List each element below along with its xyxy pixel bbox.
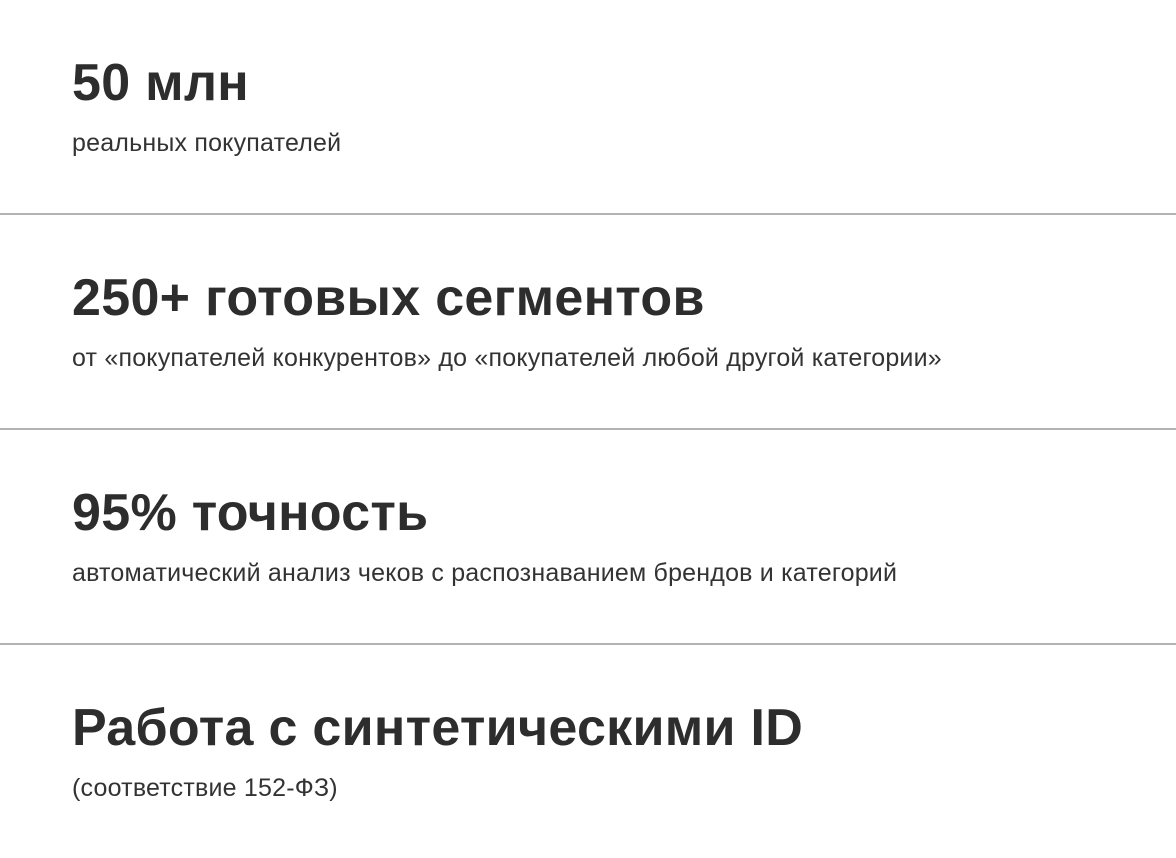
stat-subtitle: автоматический анализ чеков с распознаванием брендов и категорий — [72, 558, 898, 587]
stat-heading: Работа с синтетическими ID — [72, 698, 804, 757]
stat-subtitle: реальных покупателей — [72, 128, 342, 157]
stat-heading: 95% точность — [72, 483, 429, 542]
stat-row-accuracy — [0, 430, 1176, 643]
stat-subtitle: (соответствие 152-ФЗ) — [72, 773, 338, 802]
stat-row-synthetic-id — [0, 645, 1176, 858]
stat-heading: 50 млн — [72, 53, 249, 112]
stat-subtitle: от «покупателей конкурентов» до «покупателей любой другой категории» — [72, 343, 942, 372]
stat-heading: 250+ готовых сегментов — [72, 268, 705, 327]
stat-row-ready-segments — [0, 215, 1176, 428]
stat-row-real-buyers — [0, 0, 1176, 213]
